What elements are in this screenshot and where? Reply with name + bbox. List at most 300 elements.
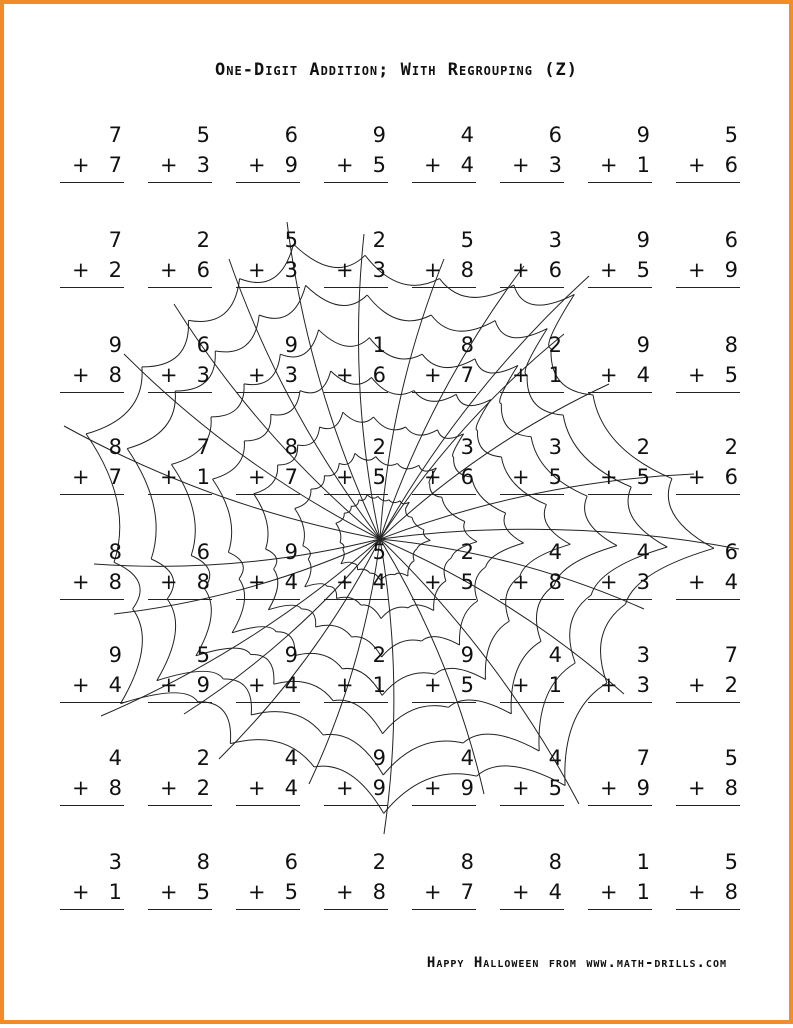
addend-bottom-row: [412, 670, 476, 700]
addend-bottom-row: [60, 462, 124, 492]
answer-line: [324, 909, 388, 910]
answer-line: [500, 702, 564, 703]
addend-top: 6: [196, 333, 210, 357]
answer-line: [148, 182, 212, 183]
plus-sign: +: [336, 153, 354, 177]
addend-top: 9: [284, 643, 298, 667]
addend-bottom: 2: [108, 258, 122, 282]
addition-problem: [500, 537, 564, 599]
addend-bottom-row: [500, 670, 564, 700]
addition-problem: [676, 120, 740, 182]
plus-sign: +: [688, 465, 706, 489]
answer-line: [676, 287, 740, 288]
addition-problem: [236, 640, 300, 702]
answer-line: [148, 702, 212, 703]
answer-line: [588, 287, 652, 288]
answer-line: [324, 287, 388, 288]
addend-top: 9: [284, 540, 298, 564]
plus-sign: +: [688, 258, 706, 282]
addend-bottom: 6: [724, 465, 738, 489]
answer-line: [676, 182, 740, 183]
plus-sign: +: [160, 258, 178, 282]
answer-line: [60, 392, 124, 393]
plus-sign: +: [72, 465, 90, 489]
addition-problem: [676, 432, 740, 494]
addend-bottom: 7: [108, 465, 122, 489]
addend-bottom-row: [324, 877, 388, 907]
addition-problem: [500, 743, 564, 805]
addend-bottom: 9: [372, 776, 386, 800]
addition-problem: [588, 743, 652, 805]
addition-problem: [324, 120, 388, 182]
answer-line: [324, 702, 388, 703]
plus-sign: +: [248, 570, 266, 594]
addend-top: 8: [460, 850, 474, 874]
answer-line: [324, 392, 388, 393]
plus-sign: +: [248, 465, 266, 489]
answer-line: [588, 599, 652, 600]
addend-bottom: 9: [196, 673, 210, 697]
addend-bottom: 4: [284, 673, 298, 697]
addend-top: 4: [548, 746, 562, 770]
addend-bottom-row: [60, 670, 124, 700]
plus-sign: +: [160, 570, 178, 594]
addend-top: 9: [636, 123, 650, 147]
addition-problem: [588, 330, 652, 392]
addend-top: 6: [724, 228, 738, 252]
addend-top: 8: [724, 333, 738, 357]
addition-problem: [676, 225, 740, 287]
addend-bottom: 8: [108, 776, 122, 800]
addition-problem: [500, 847, 564, 909]
addend-bottom-row: [588, 360, 652, 390]
addition-problem: [588, 640, 652, 702]
plus-sign: +: [688, 880, 706, 904]
addend-bottom: 3: [284, 258, 298, 282]
plus-sign: +: [248, 153, 266, 177]
plus-sign: +: [512, 880, 530, 904]
answer-line: [60, 909, 124, 910]
addition-problem: [324, 537, 388, 599]
addend-bottom-row: [676, 877, 740, 907]
addend-bottom-row: [148, 255, 212, 285]
addend-top: 8: [548, 850, 562, 874]
addend-top: 3: [548, 435, 562, 459]
addend-top: 9: [372, 746, 386, 770]
answer-line: [676, 494, 740, 495]
addend-bottom-row: [236, 773, 300, 803]
addend-top: 1: [372, 333, 386, 357]
addend-bottom: 1: [196, 465, 210, 489]
addition-problem: [236, 743, 300, 805]
addend-bottom-row: [324, 567, 388, 597]
addend-top: 7: [108, 123, 122, 147]
plus-sign: +: [160, 153, 178, 177]
plus-sign: +: [688, 153, 706, 177]
addend-bottom-row: [60, 255, 124, 285]
addend-bottom-row: [324, 150, 388, 180]
addend-top: 6: [548, 123, 562, 147]
addend-bottom-row: [500, 150, 564, 180]
addend-bottom-row: [412, 150, 476, 180]
addend-top: 8: [284, 435, 298, 459]
addend-bottom-row: [324, 255, 388, 285]
addend-bottom-row: [676, 360, 740, 390]
answer-line: [148, 909, 212, 910]
addend-top: 3: [548, 228, 562, 252]
addition-problem: [236, 432, 300, 494]
addend-bottom-row: [412, 255, 476, 285]
answer-line: [588, 494, 652, 495]
addend-bottom: 8: [724, 880, 738, 904]
addend-bottom: 9: [460, 776, 474, 800]
addend-bottom: 4: [284, 776, 298, 800]
answer-line: [236, 702, 300, 703]
answer-line: [324, 599, 388, 600]
answer-line: [60, 599, 124, 600]
answer-line: [324, 805, 388, 806]
addend-bottom-row: [500, 567, 564, 597]
answer-line: [148, 599, 212, 600]
addend-bottom: 5: [548, 465, 562, 489]
addend-top: 4: [636, 540, 650, 564]
addend-bottom: 9: [284, 153, 298, 177]
addend-bottom-row: [676, 255, 740, 285]
addend-bottom: 8: [108, 363, 122, 387]
addition-problem: [148, 330, 212, 392]
answer-line: [676, 909, 740, 910]
plus-sign: +: [600, 465, 618, 489]
addition-problem: [148, 225, 212, 287]
addend-bottom-row: [148, 462, 212, 492]
addend-top: 3: [108, 850, 122, 874]
addend-bottom: 3: [196, 153, 210, 177]
plus-sign: +: [336, 258, 354, 282]
addend-bottom: 3: [636, 673, 650, 697]
plus-sign: +: [600, 258, 618, 282]
addend-bottom: 5: [636, 258, 650, 282]
addend-top: 1: [636, 850, 650, 874]
addition-problem: [412, 537, 476, 599]
plus-sign: +: [600, 880, 618, 904]
addend-bottom: 1: [636, 880, 650, 904]
addend-bottom-row: [412, 877, 476, 907]
plus-sign: +: [424, 776, 442, 800]
addend-bottom-row: [60, 877, 124, 907]
answer-line: [412, 599, 476, 600]
addend-top: 8: [460, 333, 474, 357]
addition-problem: [148, 537, 212, 599]
addition-problem: [148, 432, 212, 494]
plus-sign: +: [160, 673, 178, 697]
addend-bottom: 8: [196, 570, 210, 594]
addend-top: 2: [724, 435, 738, 459]
addend-bottom-row: [236, 462, 300, 492]
plus-sign: +: [512, 258, 530, 282]
addend-bottom-row: [588, 773, 652, 803]
addend-top: 4: [284, 746, 298, 770]
addend-bottom: 4: [636, 363, 650, 387]
addend-bottom: 3: [548, 153, 562, 177]
plus-sign: +: [160, 776, 178, 800]
plus-sign: +: [248, 363, 266, 387]
addition-problem: [412, 743, 476, 805]
addend-bottom: 4: [284, 570, 298, 594]
plus-sign: +: [424, 880, 442, 904]
answer-line: [236, 805, 300, 806]
answer-line: [676, 599, 740, 600]
addition-problem: [148, 743, 212, 805]
addend-bottom: 8: [724, 776, 738, 800]
addend-bottom-row: [676, 150, 740, 180]
addend-top: 2: [372, 228, 386, 252]
addend-top: 6: [284, 850, 298, 874]
addend-top: 7: [724, 643, 738, 667]
addend-bottom: 6: [724, 153, 738, 177]
addend-bottom: 1: [108, 880, 122, 904]
addend-bottom: 5: [548, 776, 562, 800]
addend-top: 6: [284, 123, 298, 147]
answer-line: [500, 287, 564, 288]
addend-bottom-row: [412, 567, 476, 597]
addend-top: 2: [372, 850, 386, 874]
addend-bottom-row: [324, 462, 388, 492]
addition-problem: [148, 120, 212, 182]
addend-top: 5: [372, 540, 386, 564]
addend-bottom-row: [60, 567, 124, 597]
addend-bottom-row: [588, 255, 652, 285]
addition-problem: [60, 743, 124, 805]
answer-line: [60, 287, 124, 288]
answer-line: [60, 805, 124, 806]
addend-bottom: 7: [460, 363, 474, 387]
answer-line: [588, 392, 652, 393]
addend-bottom: 2: [724, 673, 738, 697]
plus-sign: +: [512, 673, 530, 697]
addend-top: 9: [636, 228, 650, 252]
addend-top: 5: [724, 746, 738, 770]
addend-top: 6: [196, 540, 210, 564]
problem-grid: [4, 4, 793, 1028]
addend-bottom: 8: [108, 570, 122, 594]
addition-problem: [412, 225, 476, 287]
addition-problem: [500, 120, 564, 182]
addition-problem: [236, 847, 300, 909]
addend-bottom: 5: [460, 570, 474, 594]
addition-problem: [236, 330, 300, 392]
addend-top: 2: [196, 228, 210, 252]
plus-sign: +: [72, 258, 90, 282]
addend-top: 5: [724, 850, 738, 874]
addend-top: 2: [460, 540, 474, 564]
answer-line: [500, 805, 564, 806]
addition-problem: [60, 225, 124, 287]
addition-problem: [412, 120, 476, 182]
plus-sign: +: [688, 776, 706, 800]
addend-bottom-row: [500, 773, 564, 803]
addend-top: 9: [372, 123, 386, 147]
addition-problem: [588, 537, 652, 599]
addend-bottom: 3: [196, 363, 210, 387]
plus-sign: +: [72, 776, 90, 800]
answer-line: [588, 909, 652, 910]
answer-line: [60, 182, 124, 183]
answer-line: [588, 702, 652, 703]
addend-bottom: 4: [460, 153, 474, 177]
addend-bottom-row: [148, 360, 212, 390]
addend-bottom-row: [324, 360, 388, 390]
answer-line: [236, 182, 300, 183]
plus-sign: +: [512, 570, 530, 594]
addition-problem: [236, 225, 300, 287]
answer-line: [500, 182, 564, 183]
addend-bottom: 6: [372, 363, 386, 387]
plus-sign: +: [160, 465, 178, 489]
addend-top: 5: [196, 643, 210, 667]
answer-line: [324, 182, 388, 183]
addend-bottom: 5: [372, 153, 386, 177]
addend-bottom-row: [588, 877, 652, 907]
answer-line: [676, 805, 740, 806]
answer-line: [412, 909, 476, 910]
answer-line: [588, 805, 652, 806]
addend-top: 2: [636, 435, 650, 459]
answer-line: [500, 599, 564, 600]
addend-top: 8: [108, 435, 122, 459]
plus-sign: +: [72, 570, 90, 594]
plus-sign: +: [72, 153, 90, 177]
addend-bottom: 1: [548, 363, 562, 387]
addend-bottom-row: [236, 255, 300, 285]
addend-bottom: 1: [372, 673, 386, 697]
addend-top: 9: [636, 333, 650, 357]
addend-bottom: 9: [636, 776, 650, 800]
addend-bottom: 4: [108, 673, 122, 697]
addend-bottom-row: [148, 567, 212, 597]
answer-line: [236, 909, 300, 910]
addend-bottom-row: [500, 462, 564, 492]
addend-bottom-row: [148, 877, 212, 907]
addition-problem: [324, 743, 388, 805]
addend-bottom: 6: [460, 465, 474, 489]
addend-bottom-row: [500, 255, 564, 285]
addition-problem: [236, 120, 300, 182]
answer-line: [236, 392, 300, 393]
plus-sign: +: [424, 258, 442, 282]
addition-problem: [500, 330, 564, 392]
addition-problem: [412, 847, 476, 909]
answer-line: [148, 494, 212, 495]
addend-top: 8: [108, 540, 122, 564]
addend-bottom: 6: [196, 258, 210, 282]
addend-top: 3: [460, 435, 474, 459]
addend-bottom: 4: [372, 570, 386, 594]
answer-line: [412, 392, 476, 393]
addition-problem: [236, 537, 300, 599]
addition-problem: [324, 432, 388, 494]
addend-bottom: 8: [548, 570, 562, 594]
addend-bottom-row: [148, 670, 212, 700]
plus-sign: +: [72, 363, 90, 387]
plus-sign: +: [600, 570, 618, 594]
addend-bottom: 5: [460, 673, 474, 697]
answer-line: [500, 909, 564, 910]
plus-sign: +: [336, 363, 354, 387]
plus-sign: +: [160, 363, 178, 387]
addend-bottom: 7: [284, 465, 298, 489]
plus-sign: +: [248, 776, 266, 800]
addend-bottom-row: [588, 567, 652, 597]
addend-bottom-row: [588, 462, 652, 492]
addend-top: 5: [284, 228, 298, 252]
addend-top: 9: [460, 643, 474, 667]
addition-problem: [676, 537, 740, 599]
addition-problem: [500, 225, 564, 287]
addend-bottom: 8: [460, 258, 474, 282]
addition-problem: [500, 640, 564, 702]
addition-problem: [500, 432, 564, 494]
addend-top: 4: [460, 123, 474, 147]
plus-sign: +: [600, 776, 618, 800]
addition-problem: [588, 847, 652, 909]
addend-top: 9: [108, 333, 122, 357]
addend-bottom: 4: [724, 570, 738, 594]
addition-problem: [60, 640, 124, 702]
addend-top: 2: [372, 435, 386, 459]
addend-bottom: 7: [108, 153, 122, 177]
answer-line: [588, 182, 652, 183]
addend-bottom-row: [676, 462, 740, 492]
answer-line: [412, 702, 476, 703]
addend-top: 7: [196, 435, 210, 459]
plus-sign: +: [600, 673, 618, 697]
addend-bottom-row: [412, 773, 476, 803]
answer-line: [236, 494, 300, 495]
addition-problem: [60, 330, 124, 392]
addition-problem: [324, 330, 388, 392]
addend-bottom: 5: [372, 465, 386, 489]
plus-sign: +: [336, 880, 354, 904]
addend-bottom-row: [676, 670, 740, 700]
addend-bottom-row: [500, 877, 564, 907]
addition-problem: [324, 847, 388, 909]
addition-problem: [324, 225, 388, 287]
addition-problem: [412, 330, 476, 392]
addition-problem: [588, 225, 652, 287]
answer-line: [324, 494, 388, 495]
addend-bottom: 2: [196, 776, 210, 800]
addend-bottom: 6: [548, 258, 562, 282]
addend-top: 2: [548, 333, 562, 357]
plus-sign: +: [512, 465, 530, 489]
addend-bottom-row: [60, 150, 124, 180]
addend-bottom-row: [236, 567, 300, 597]
addend-bottom: 4: [548, 880, 562, 904]
answer-line: [676, 392, 740, 393]
plus-sign: +: [72, 880, 90, 904]
addend-bottom-row: [324, 670, 388, 700]
addition-problem: [148, 640, 212, 702]
addition-problem: [676, 330, 740, 392]
addend-top: 5: [724, 123, 738, 147]
addition-problem: [60, 537, 124, 599]
plus-sign: +: [248, 258, 266, 282]
addend-top: 2: [372, 643, 386, 667]
addend-bottom: 9: [724, 258, 738, 282]
answer-line: [148, 805, 212, 806]
answer-line: [500, 494, 564, 495]
addend-bottom-row: [412, 462, 476, 492]
